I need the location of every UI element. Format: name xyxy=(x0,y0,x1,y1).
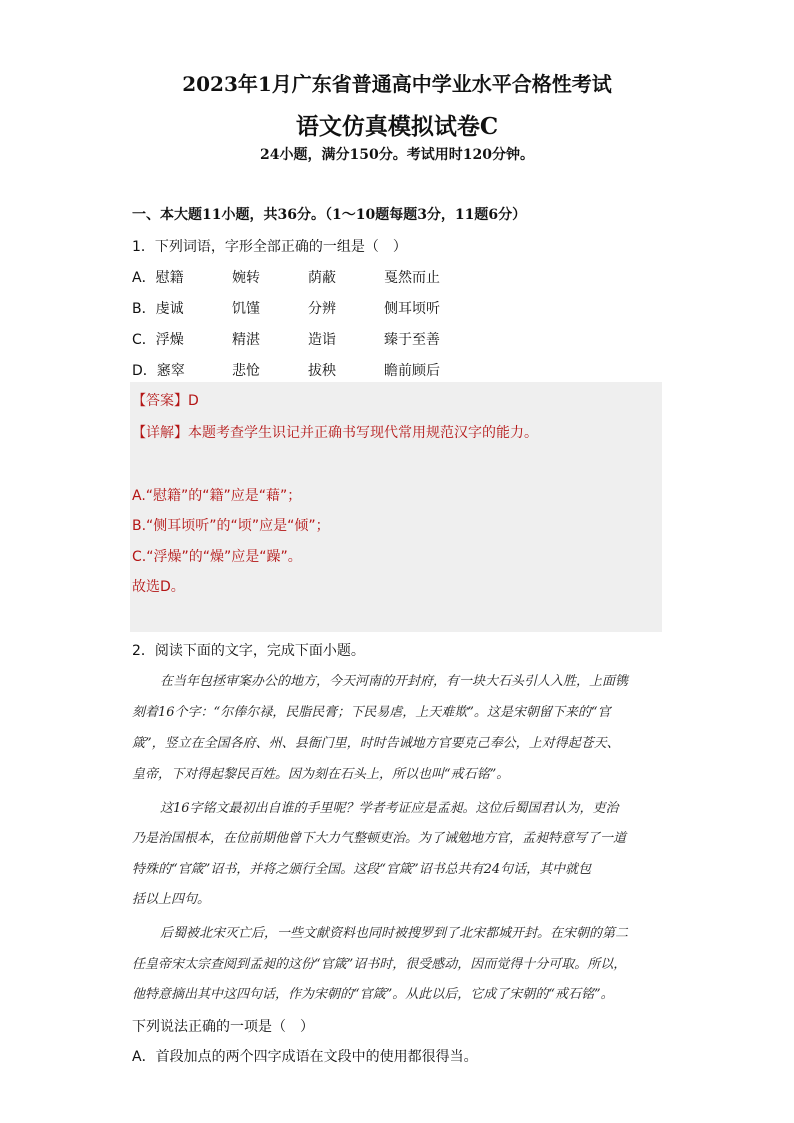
passage-line: 箴”，竖立在全国各府、州、县衙门里，时时告诫地方官要克己奉公，上对得起苍天、 xyxy=(132,736,620,751)
passage-line: 刻着16个字：“尔俸尔禄，民脂民膏；下民易虐，上天难欺”。这是宋朝留下来的“官 xyxy=(132,705,611,720)
option-word: 饥馑 xyxy=(232,301,260,317)
question-1-stem: 1．下列词语，字形全部正确的一组是（ ） xyxy=(132,239,407,255)
option-word: 造诣 xyxy=(308,332,336,348)
question-2-stem: 2．阅读下面的文字，完成下面小题。 xyxy=(132,643,365,659)
option-word: 悲怆 xyxy=(232,363,260,379)
option-label: D．窸窣 xyxy=(132,363,185,379)
passage-line: 他特意摘出其中这四句话，作为宋朝的“官箴”。从此以后，它成了宋朝的“戒石铭”。 xyxy=(132,987,614,1002)
option-label: C．浮燥 xyxy=(132,332,184,348)
passage-line: 乃是治国根本，在位前期他曾下大力气整顿吏治。为了诫勉地方官，孟昶特意写了一道 xyxy=(132,831,627,846)
passage-line: 特殊的“官箴”诏书，并将之颁行全国。这段“官箴”诏书总共有24句话，其中就包 xyxy=(132,862,592,877)
option-word: 侧耳顷听 xyxy=(384,301,440,317)
answer-box xyxy=(130,382,662,632)
option-label: A．慰籍 xyxy=(132,270,184,286)
passage-line: 后蜀被北宋灭亡后，一些文献资料也同时被搜罗到了北宋都城开封。在宋朝的第二 xyxy=(160,926,629,941)
option-word: 荫蔽 xyxy=(308,270,336,286)
passage-line: 括以上四句。 xyxy=(132,892,211,907)
answer-line: 【答案】D xyxy=(132,393,199,409)
passage-line: 在当年包拯审案办公的地方，今天河南的开封府，有一块大石头引人入胜，上面镌 xyxy=(160,674,629,689)
question-2-option-a: A．首段加点的两个四字成语在文段中的使用都很得当。 xyxy=(132,1049,478,1065)
explain-line: B.“侧耳顷听”的“顷”应是“倾”； xyxy=(132,518,330,534)
question-2-sub-stem: 下列说法正确的一项是（ ） xyxy=(132,1019,314,1035)
explain-line: C.“浮燥”的“燥”应是“躁”。 xyxy=(132,549,302,565)
passage-line: 这16字铭文最初出自谁的手里呢？学者考证应是孟昶。这位后蜀国君认为，吏治 xyxy=(160,801,619,816)
option-word: 婉转 xyxy=(232,270,260,286)
section-heading: 一、本大题11小题，共36分。（1～10题每题3分，11题6分） xyxy=(132,207,527,223)
option-word: 戛然而止 xyxy=(384,270,440,286)
exam-title: 2023年1月广东省普通高中学业水平合格性考试 xyxy=(182,72,612,96)
option-word: 臻于至善 xyxy=(384,332,440,348)
passage-line: 皇帝，下对得起黎民百姓。因为刻在石头上，所以也叫“戒石铭”。 xyxy=(132,767,510,782)
option-word: 分辨 xyxy=(308,301,336,317)
option-word: 精湛 xyxy=(232,332,260,348)
detail-line: 【详解】本题考查学生识记并正确书写现代常用规范汉字的能力。 xyxy=(132,425,538,441)
explain-line: 故选D。 xyxy=(132,579,185,595)
paper-title: 语文仿真模拟试卷C xyxy=(295,113,499,140)
option-label: B．虔诚 xyxy=(132,301,184,317)
option-word: 瞻前顾后 xyxy=(384,363,440,379)
option-word: 拔秧 xyxy=(308,363,336,379)
passage-line: 任皇帝宋太宗查阅到孟昶的这份“官箴”诏书时，很受感动，因而觉得十分可取。所以， xyxy=(132,957,627,972)
exam-info: 24小题，满分150分。考试用时120分钟。 xyxy=(260,147,534,163)
explain-line: A.“慰籍”的“籍”应是“藉”； xyxy=(132,488,302,504)
